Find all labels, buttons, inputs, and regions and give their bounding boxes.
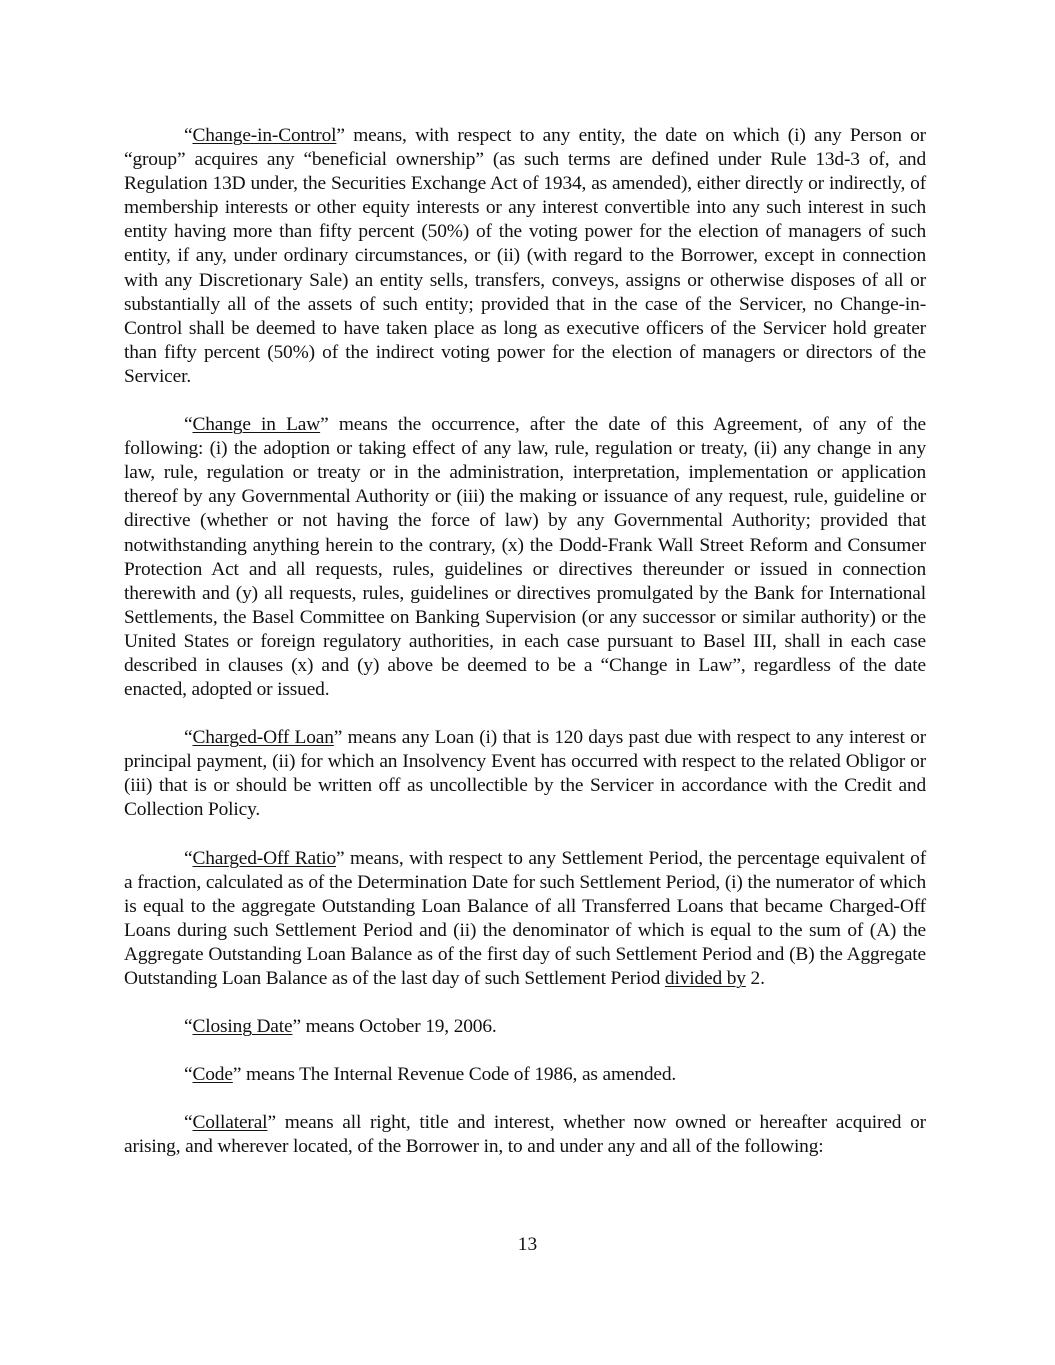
definition-charged-off-loan — [124, 726, 926, 822]
defined-term: Change-in-Control — [192, 125, 337, 146]
close-quote: ” — [267, 1112, 276, 1134]
close-quote: ” — [336, 847, 345, 869]
definition-body: means all right, title and interest, whether now owned or hereafter acquired or arising, and wherever located, of the Borrower in, to and under any and all of the following: — [124, 1112, 926, 1158]
defined-term: Charged-Off Loan — [192, 727, 334, 749]
definition-collateral — [124, 1111, 926, 1159]
definition-body: means, with respect to any entity, the date on which (i) any Person or “group” acquires any “beneficial ownership” (as such terms are defined under Rule 13d-3 of, and Regulation 13D under, the Securities Exchange Act of 1934, as amended), either directly or indirectly, of membership interests or other equity interests or any interest convertible into any such interest in such entity having more than fifty percent (50%) of the voting power for the election of managers of such entity, if any, under ordinary circumstances, or (ii) (with regard to the Borrower, except in connection with any Discretionary Sale) an entity sells, transfers, conveys, assigns or otherwise disposes of all or substantially all of the assets of such entity; provided that in the case of the Servicer, no Change-in-Control shall be deemed to have taken place as long as executive officers of the Servicer hold greater than fifty percent (50%) of the indirect voting power for the election of managers or directors of the Servicer. — [124, 125, 926, 387]
close-quote: ” — [320, 414, 329, 436]
document-page — [124, 124, 926, 1183]
underlined-phrase: divided by — [664, 968, 746, 989]
close-quote: ” — [232, 1064, 242, 1086]
definition-change-in-law — [124, 413, 926, 702]
open-quote: “ — [184, 847, 193, 869]
defined-term: Code — [192, 1064, 233, 1086]
definition-body: means October 19, 2006. — [300, 1016, 497, 1038]
definition-change-in-control — [124, 124, 926, 389]
open-quote: “ — [184, 1064, 193, 1086]
open-quote: “ — [184, 125, 193, 146]
page-number: 13 — [517, 1234, 538, 1255]
defined-term: Closing Date — [192, 1016, 293, 1038]
open-quote: “ — [184, 1016, 193, 1038]
close-quote: ” — [333, 727, 343, 749]
definition-closing-date — [124, 1015, 926, 1039]
close-quote: ” — [336, 125, 345, 146]
definition-body: means The Internal Revenue Code of 1986, as amended. — [241, 1064, 677, 1086]
open-quote: “ — [184, 1112, 193, 1134]
close-quote: ” — [292, 1016, 301, 1038]
definition-body: means any Loan (i) that is 120 days past due with respect to any interest or principal payment, (ii) for which an Insolvency Event has occurred with respect to the related Obligor or (iii) that is or should be written off as uncollectible by the Servicer in accordance with the Credit and Collection Policy. — [124, 727, 926, 821]
definition-body: means the occurrence, after the date of this Agreement, of any of the following: (i) the adoption or taking effect of any law, rule, regulation or treaty, (ii) any change in any law, rule, regulation or treaty or in the administration, interpretation, implementation or application thereof by any Governmental Authority or (iii) the making or issuance of any request, rule, guideline or directive (whether or not having the force of law) by any Governmental Authority; provided that notwithstanding anything herein to the contrary, (x) the Dodd-Frank Wall Street Reform and Consumer Protection Act and all requests, rules, guidelines or directives thereunder or issued in connection therewith and (y) all requests, rules, guidelines or directives promulgated by the Bank for International Settlements, the Basel Committee on Banking Supervision (or any successor or similar authority) or the United States or foreign regulatory authorities, in each case pursuant to Basel III, shall in each case described in clauses (x) and (y) above be deemed to be a “Change in Law”, regardless of the date enacted, adopted or issued. — [124, 414, 926, 701]
definition-body: means, with respect to any Settlement Period, the percentage equivalent of a fraction, calculated as of the Determination Date for such Settlement Period, (i) the numerator of which is equal to the aggregate Outstanding Loan Balance of all Transferred Loans that became Charged-Off Loans during such Settlement Period and (ii) the denominator of which is equal to the sum of (A) the Aggregate Outstanding Loan Balance as of the first day of such Settlement Period and (B) the Aggregate Outstanding Loan Balance as of the last day of such Settlement Period — [124, 847, 926, 989]
defined-term: Collateral — [192, 1112, 268, 1134]
open-quote: “ — [184, 414, 193, 436]
defined-term: Charged-Off Ratio — [192, 847, 337, 869]
defined-term: Change in Law — [192, 414, 321, 436]
open-quote: “ — [184, 727, 193, 749]
definition-tail: 2. — [745, 968, 765, 989]
definition-code — [124, 1063, 926, 1087]
definition-charged-off-ratio — [124, 847, 926, 992]
